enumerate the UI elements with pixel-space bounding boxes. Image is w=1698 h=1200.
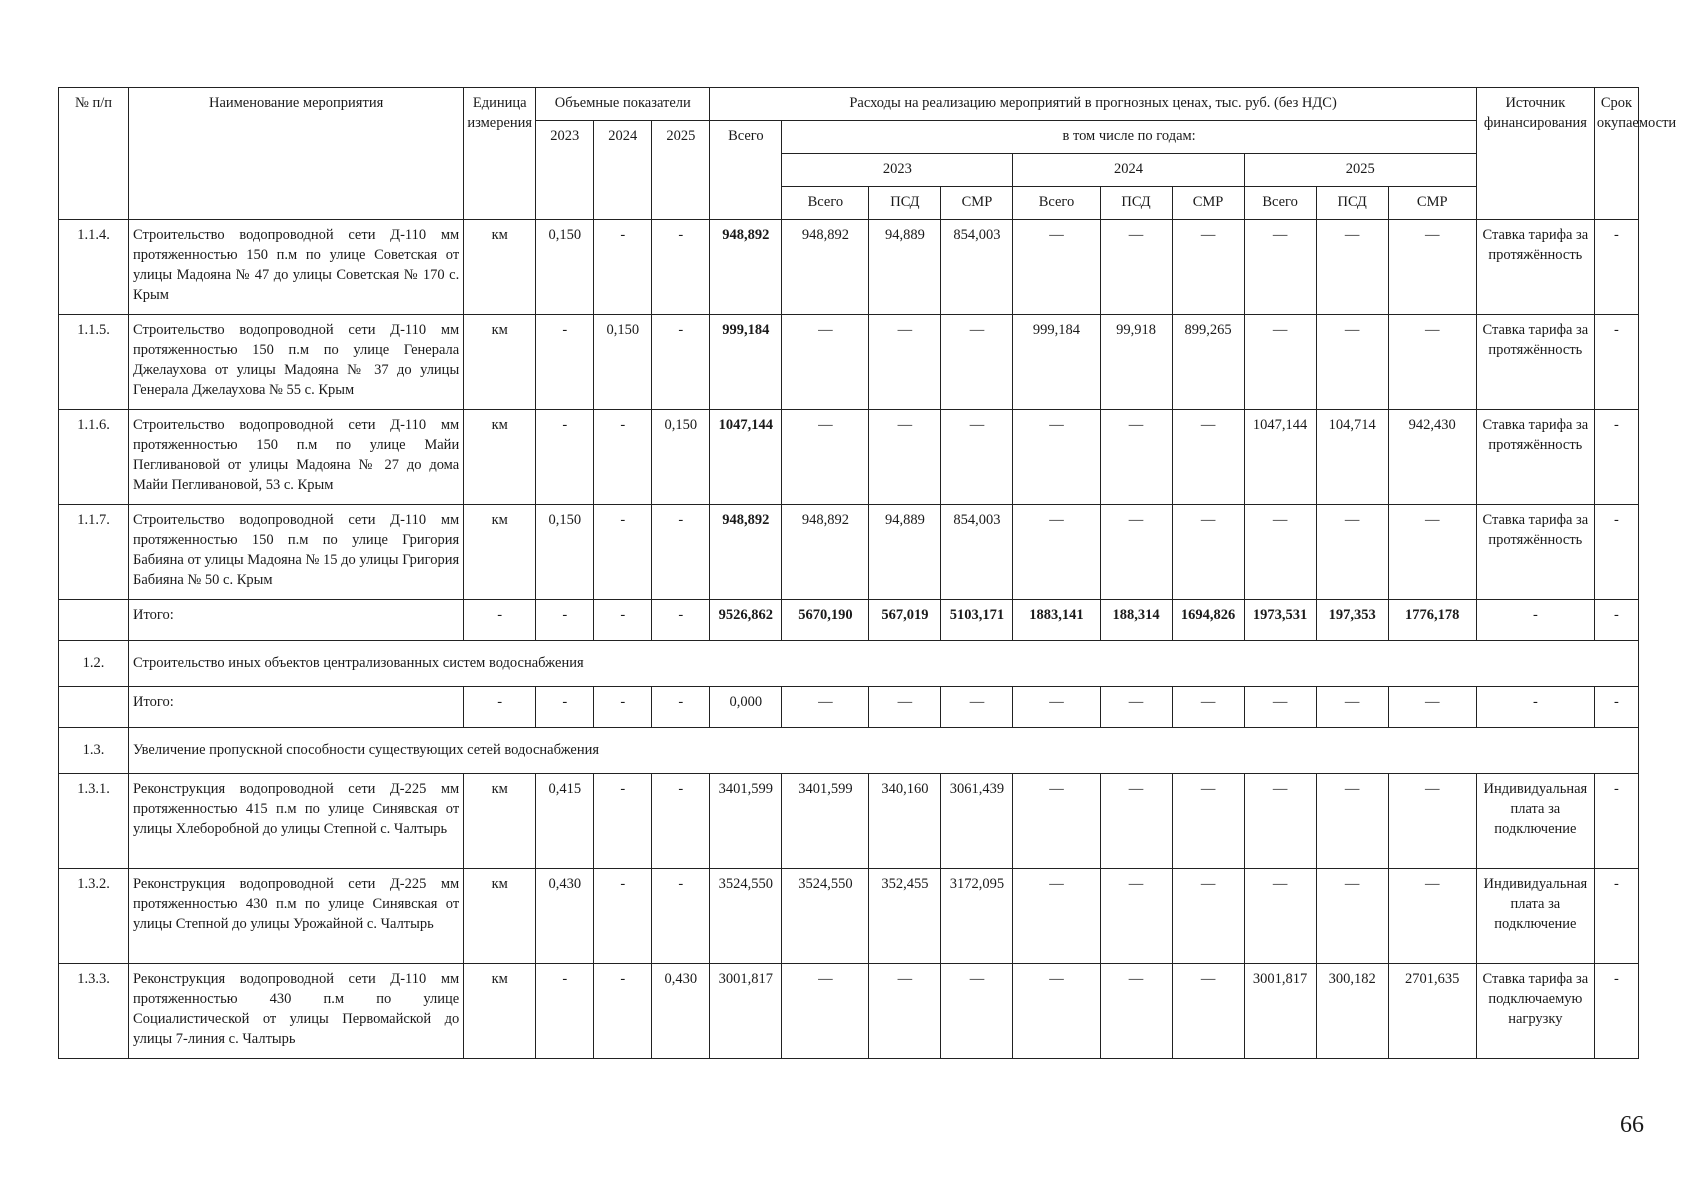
- row-2023-psd: —: [869, 410, 941, 505]
- row-2025-psd: 300,182: [1316, 964, 1388, 1059]
- row-v2025: 0,430: [652, 964, 710, 1059]
- row-unit: км: [464, 964, 536, 1059]
- row-name: Строительство водопроводной сети Д-110 мм протяженностью 150 п.м по улице Майи Пегливановой от улицы Мадояна № 27 до дома Майи Пегливановой, 53 с. Крым: [129, 410, 464, 505]
- row-v2023: 0,430: [536, 869, 594, 964]
- total-label: Итого:: [129, 600, 464, 641]
- total-2024-total: 1883,141: [1013, 600, 1100, 641]
- row-2025-total: —: [1244, 220, 1316, 315]
- row-2025-smr: —: [1388, 774, 1476, 869]
- row-2024-psd: —: [1100, 964, 1172, 1059]
- row-payback: -: [1594, 869, 1638, 964]
- row-num: 1.3.2.: [59, 869, 129, 964]
- total-v2023: -: [536, 600, 594, 641]
- total-num: [59, 600, 129, 641]
- header-name: Наименование мероприятия: [129, 88, 464, 220]
- row-v2025: 0,150: [652, 410, 710, 505]
- row-2025-total: 1047,144: [1244, 410, 1316, 505]
- section-num: 1.2.: [59, 641, 129, 687]
- row-unit: км: [464, 869, 536, 964]
- section-row: [59, 728, 1639, 774]
- row-2023-psd: 94,889: [869, 505, 941, 600]
- row-unit: км: [464, 410, 536, 505]
- total-source: -: [1476, 600, 1594, 641]
- row-source: Индивидуальная плата за подключение: [1476, 774, 1594, 869]
- header-costs: Расходы на реализацию мероприятий в прогнозных ценах, тыс. руб. (без НДС): [710, 88, 1477, 121]
- row-2023-smr: 854,003: [941, 220, 1013, 315]
- total-row: [59, 687, 1639, 728]
- row-unit: км: [464, 220, 536, 315]
- row-2024-smr: —: [1172, 220, 1244, 315]
- header-sub: ПСД: [869, 187, 941, 220]
- total-cell: —: [941, 687, 1013, 728]
- total-2025-smr: 1776,178: [1388, 600, 1476, 641]
- header-sub: ПСД: [1316, 187, 1388, 220]
- row-2024-total: —: [1013, 774, 1100, 869]
- row-total: 948,892: [710, 505, 782, 600]
- header-payback: Срок окупаемости: [1594, 88, 1638, 220]
- total-row: [59, 600, 1639, 641]
- header-sub: Всего: [1013, 187, 1100, 220]
- total-cell: —: [1244, 687, 1316, 728]
- row-payback: -: [1594, 315, 1638, 410]
- header-sub: Всего: [782, 187, 869, 220]
- total-2025-psd: 197,353: [1316, 600, 1388, 641]
- row-2024-psd: —: [1100, 220, 1172, 315]
- header-source: Источник финансирования: [1476, 88, 1594, 220]
- row-2023-psd: 352,455: [869, 869, 941, 964]
- row-2023-smr: 854,003: [941, 505, 1013, 600]
- row-2023-total: —: [782, 315, 869, 410]
- total-2023-psd: 567,019: [869, 600, 941, 641]
- row-total: 1047,144: [710, 410, 782, 505]
- row-v2023: 0,150: [536, 220, 594, 315]
- row-2025-smr: —: [1388, 505, 1476, 600]
- total-2023-smr: 5103,171: [941, 600, 1013, 641]
- row-2023-smr: —: [941, 315, 1013, 410]
- header-sub: СМР: [941, 187, 1013, 220]
- table-row: [59, 220, 1639, 315]
- row-2023-total: 948,892: [782, 505, 869, 600]
- row-2024-total: —: [1013, 220, 1100, 315]
- row-2025-smr: 2701,635: [1388, 964, 1476, 1059]
- page-number: 66: [1620, 1112, 1644, 1138]
- row-v2023: 0,150: [536, 505, 594, 600]
- total-num: [59, 687, 129, 728]
- total-cell: —: [1172, 687, 1244, 728]
- row-2023-smr: —: [941, 410, 1013, 505]
- header-total: Всего: [710, 121, 782, 220]
- total-cell: —: [1100, 687, 1172, 728]
- row-2025-smr: —: [1388, 869, 1476, 964]
- row-2025-smr: —: [1388, 220, 1476, 315]
- total-v2023: -: [536, 687, 594, 728]
- row-v2024: -: [594, 410, 652, 505]
- investment-table: [58, 87, 1677, 1059]
- row-2023-total: 3401,599: [782, 774, 869, 869]
- total-source: -: [1476, 687, 1594, 728]
- total-payback: -: [1594, 687, 1638, 728]
- row-2024-smr: —: [1172, 964, 1244, 1059]
- row-unit: км: [464, 315, 536, 410]
- total-cell: —: [869, 687, 941, 728]
- header-volume-year: 2025: [652, 121, 710, 220]
- row-2024-psd: —: [1100, 869, 1172, 964]
- total-sum: 9526,862: [710, 600, 782, 641]
- table-row: [59, 505, 1639, 600]
- row-payback: -: [1594, 774, 1638, 869]
- table-row: [59, 315, 1639, 410]
- section-row: [59, 641, 1639, 687]
- row-v2025: -: [652, 315, 710, 410]
- row-2024-psd: —: [1100, 410, 1172, 505]
- row-2024-total: —: [1013, 869, 1100, 964]
- row-v2023: -: [536, 410, 594, 505]
- row-2023-total: —: [782, 410, 869, 505]
- header-year: 2023: [782, 154, 1013, 187]
- row-2024-total: —: [1013, 505, 1100, 600]
- row-2023-psd: 94,889: [869, 220, 941, 315]
- row-name: Строительство водопроводной сети Д-110 мм протяженностью 150 п.м по улице Советская от улицы Мадояна № 47 до улицы Советская № 170 с. Крым: [129, 220, 464, 315]
- table-row: [59, 410, 1639, 505]
- row-v2024: -: [594, 774, 652, 869]
- row-payback: -: [1594, 505, 1638, 600]
- row-num: 1.3.1.: [59, 774, 129, 869]
- row-name: Строительство водопроводной сети Д-110 мм протяженностью 150 п.м по улице Григория Бабияна от улицы Мадояна № 15 до улицы Григория Бабияна № 50 с. Крым: [129, 505, 464, 600]
- row-2025-total: —: [1244, 774, 1316, 869]
- row-2023-psd: —: [869, 964, 941, 1059]
- row-name: Реконструкция водопроводной сети Д-225 мм протяженностью 415 п.м по улице Синявская от улицы Хлеборобной до улицы Степной с. Чалтырь: [129, 774, 464, 869]
- row-2024-smr: —: [1172, 869, 1244, 964]
- row-source: Ставка тарифа за протяжённость: [1476, 410, 1594, 505]
- header-sub: ПСД: [1100, 187, 1172, 220]
- row-2024-smr: 899,265: [1172, 315, 1244, 410]
- section-title: Строительство иных объектов централизованных систем водоснабжения: [129, 641, 1639, 687]
- row-2023-smr: 3061,439: [941, 774, 1013, 869]
- total-v2024: -: [594, 687, 652, 728]
- total-v2025: -: [652, 600, 710, 641]
- row-2025-psd: 104,714: [1316, 410, 1388, 505]
- row-v2025: -: [652, 774, 710, 869]
- row-payback: -: [1594, 410, 1638, 505]
- row-name: Реконструкция водопроводной сети Д-225 мм протяженностью 430 п.м по улице Синявская от улицы Степной до улицы Урожайной с. Чалтырь: [129, 869, 464, 964]
- row-2024-psd: —: [1100, 774, 1172, 869]
- row-v2024: 0,150: [594, 315, 652, 410]
- row-v2025: -: [652, 869, 710, 964]
- row-2023-total: 948,892: [782, 220, 869, 315]
- row-v2023: -: [536, 315, 594, 410]
- total-payback: -: [1594, 600, 1638, 641]
- row-total: 999,184: [710, 315, 782, 410]
- row-num: 1.1.4.: [59, 220, 129, 315]
- row-total: 3001,817: [710, 964, 782, 1059]
- total-2025-total: 1973,531: [1244, 600, 1316, 641]
- header-sub: СМР: [1172, 187, 1244, 220]
- row-2025-psd: —: [1316, 505, 1388, 600]
- section-title: Увеличение пропускной способности существующих сетей водоснабжения: [129, 728, 1639, 774]
- row-num: 1.1.6.: [59, 410, 129, 505]
- header-volume: Объемные показатели: [536, 88, 710, 121]
- row-2023-total: 3524,550: [782, 869, 869, 964]
- table-row: [59, 869, 1639, 964]
- total-v2025: -: [652, 687, 710, 728]
- header-sub: Всего: [1244, 187, 1316, 220]
- row-2023-smr: —: [941, 964, 1013, 1059]
- row-payback: -: [1594, 220, 1638, 315]
- total-2023-total: 5670,190: [782, 600, 869, 641]
- row-source: Индивидуальная плата за подключение: [1476, 869, 1594, 964]
- table-row: [59, 774, 1639, 869]
- header-year: 2025: [1244, 154, 1476, 187]
- row-2024-smr: —: [1172, 505, 1244, 600]
- row-2024-psd: 99,918: [1100, 315, 1172, 410]
- row-2024-smr: —: [1172, 410, 1244, 505]
- total-2024-smr: 1694,826: [1172, 600, 1244, 641]
- row-2025-total: 3001,817: [1244, 964, 1316, 1059]
- row-v2023: -: [536, 964, 594, 1059]
- row-2023-smr: 3172,095: [941, 869, 1013, 964]
- row-2025-psd: —: [1316, 315, 1388, 410]
- header-num: № п/п: [59, 88, 129, 220]
- row-name: Реконструкция водопроводной сети Д-110 мм протяженностью 430 п.м по улице Социалистической от улицы Первомайской до улицы 7-линия с. Чалтырь: [129, 964, 464, 1059]
- total-cell: —: [782, 687, 869, 728]
- row-2025-total: —: [1244, 505, 1316, 600]
- row-unit: км: [464, 505, 536, 600]
- row-payback: -: [1594, 964, 1638, 1059]
- header-unit: Единица измерения: [464, 88, 536, 220]
- row-2023-psd: —: [869, 315, 941, 410]
- row-source: Ставка тарифа за протяжённость: [1476, 315, 1594, 410]
- row-source: Ставка тарифа за подключаемую нагрузку: [1476, 964, 1594, 1059]
- total-v2024: -: [594, 600, 652, 641]
- row-2025-psd: —: [1316, 869, 1388, 964]
- row-v2025: -: [652, 505, 710, 600]
- total-unit: -: [464, 687, 536, 728]
- row-source: Ставка тарифа за протяжённость: [1476, 220, 1594, 315]
- row-total: 948,892: [710, 220, 782, 315]
- row-num: 1.1.7.: [59, 505, 129, 600]
- row-2024-psd: —: [1100, 505, 1172, 600]
- header-sub: СМР: [1388, 187, 1476, 220]
- row-source: Ставка тарифа за протяжённость: [1476, 505, 1594, 600]
- row-2025-psd: —: [1316, 220, 1388, 315]
- total-2024-psd: 188,314: [1100, 600, 1172, 641]
- total-cell: —: [1316, 687, 1388, 728]
- total-sum: 0,000: [710, 687, 782, 728]
- row-num: 1.3.3.: [59, 964, 129, 1059]
- header-volume-year: 2024: [594, 121, 652, 220]
- row-2025-total: —: [1244, 869, 1316, 964]
- row-num: 1.1.5.: [59, 315, 129, 410]
- row-v2024: -: [594, 964, 652, 1059]
- row-2024-smr: —: [1172, 774, 1244, 869]
- row-2025-smr: —: [1388, 315, 1476, 410]
- row-name: Строительство водопроводной сети Д-110 мм протяженностью 150 п.м по улице Генерала Джелаухова от улицы Мадояна № 37 до улицы Генерала Джелаухова № 55 с. Крым: [129, 315, 464, 410]
- row-total: 3401,599: [710, 774, 782, 869]
- row-total: 3524,550: [710, 869, 782, 964]
- header-by-years: в том числе по годам:: [782, 121, 1476, 154]
- total-cell: —: [1388, 687, 1476, 728]
- row-2024-total: 999,184: [1013, 315, 1100, 410]
- row-2023-total: —: [782, 964, 869, 1059]
- row-2025-total: —: [1244, 315, 1316, 410]
- row-2024-total: —: [1013, 964, 1100, 1059]
- row-v2024: -: [594, 220, 652, 315]
- row-unit: км: [464, 774, 536, 869]
- row-v2024: -: [594, 869, 652, 964]
- header-volume-year: 2023: [536, 121, 594, 220]
- row-2025-psd: —: [1316, 774, 1388, 869]
- total-label: Итого:: [129, 687, 464, 728]
- section-num: 1.3.: [59, 728, 129, 774]
- row-2024-total: —: [1013, 410, 1100, 505]
- row-v2024: -: [594, 505, 652, 600]
- row-2023-psd: 340,160: [869, 774, 941, 869]
- table-row: [59, 964, 1639, 1059]
- header-year: 2024: [1013, 154, 1244, 187]
- total-unit: -: [464, 600, 536, 641]
- total-cell: —: [1013, 687, 1100, 728]
- row-v2025: -: [652, 220, 710, 315]
- row-v2023: 0,415: [536, 774, 594, 869]
- row-2025-smr: 942,430: [1388, 410, 1476, 505]
